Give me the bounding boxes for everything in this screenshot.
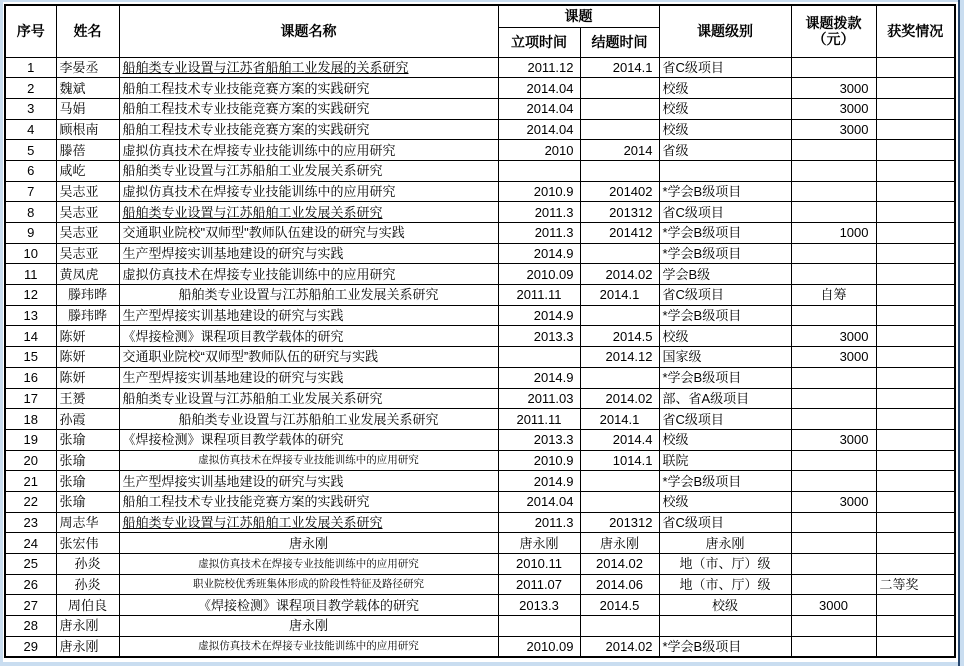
- header-award[interactable]: 获奖情况: [876, 5, 955, 57]
- cell-name[interactable]: 黄凤虎: [56, 264, 119, 285]
- cell-project-title[interactable]: 船舶类专业设置与江苏船舶工业发展关系研究: [119, 409, 498, 430]
- cell-start-date[interactable]: 唐永刚: [498, 533, 580, 554]
- cell-name[interactable]: 周伯良: [56, 595, 119, 616]
- cell-serial[interactable]: 15: [5, 347, 56, 368]
- cell-level[interactable]: *学会B级项目: [659, 636, 791, 657]
- table-row: [5, 616, 955, 637]
- cell-end-date[interactable]: 201402: [580, 181, 659, 202]
- cell-name[interactable]: 魏斌: [56, 78, 119, 99]
- cell-funding[interactable]: [791, 471, 876, 492]
- cell-award[interactable]: [876, 243, 955, 264]
- cell-level[interactable]: 校级: [659, 595, 791, 616]
- cell-start-date[interactable]: 2014.9: [498, 305, 580, 326]
- table-row: [5, 409, 955, 430]
- cell-funding[interactable]: [791, 305, 876, 326]
- cell-project-title[interactable]: 船舶工程技术专业技能竞赛方案的实践研究: [119, 98, 498, 119]
- cell-serial[interactable]: 20: [5, 450, 56, 471]
- cell-name[interactable]: 王赟: [56, 388, 119, 409]
- cell-level[interactable]: 部、省A级项目: [659, 388, 791, 409]
- cell-start-date[interactable]: [498, 347, 580, 368]
- cell-award[interactable]: [876, 160, 955, 181]
- cell-serial[interactable]: 6: [5, 160, 56, 181]
- cell-level[interactable]: 省C级项目: [659, 512, 791, 533]
- cell-name[interactable]: 孙霞: [56, 409, 119, 430]
- cell-award[interactable]: [876, 223, 955, 244]
- cell-start-date[interactable]: 2010: [498, 140, 580, 161]
- cell-serial[interactable]: 13: [5, 305, 56, 326]
- cell-project-title[interactable]: 虚拟仿真技术在焊接专业技能训练中的应用研究: [119, 450, 498, 471]
- cell-award[interactable]: [876, 533, 955, 554]
- cell-funding[interactable]: [791, 181, 876, 202]
- table-row: [5, 491, 955, 512]
- cell-end-date[interactable]: [580, 119, 659, 140]
- cell-award[interactable]: [876, 326, 955, 347]
- cell-serial[interactable]: 26: [5, 574, 56, 595]
- cell-project-title[interactable]: 《焊接检测》课程项目教学载体的研究: [119, 595, 498, 616]
- cell-start-date[interactable]: 2010.9: [498, 450, 580, 471]
- cell-start-date[interactable]: 2011.3: [498, 223, 580, 244]
- cell-serial[interactable]: 21: [5, 471, 56, 492]
- cell-level[interactable]: 省级: [659, 140, 791, 161]
- cell-start-date[interactable]: 2010.09: [498, 636, 580, 657]
- cell-serial[interactable]: 8: [5, 202, 56, 223]
- window-frame-right: [958, 0, 964, 666]
- cell-funding[interactable]: 3000: [791, 595, 876, 616]
- cell-serial[interactable]: 4: [5, 119, 56, 140]
- cell-award[interactable]: [876, 595, 955, 616]
- cell-project-title[interactable]: 船舶类专业设置与江苏省船舶工业发展的关系研究: [119, 57, 498, 78]
- cell-level[interactable]: 省C级项目: [659, 57, 791, 78]
- cell-start-date[interactable]: 2011.07: [498, 574, 580, 595]
- cell-level[interactable]: 省C级项目: [659, 285, 791, 306]
- cell-funding[interactable]: [791, 450, 876, 471]
- cell-serial[interactable]: 25: [5, 554, 56, 575]
- cell-start-date[interactable]: 2011.3: [498, 512, 580, 533]
- cell-name[interactable]: 吴志亚: [56, 223, 119, 244]
- cell-funding[interactable]: 3000: [791, 326, 876, 347]
- cell-funding[interactable]: [791, 140, 876, 161]
- cell-project-title[interactable]: 唐永刚: [119, 533, 498, 554]
- cell-award[interactable]: [876, 471, 955, 492]
- cell-project-title[interactable]: 职业院校优秀班集体形成的阶段性特征及路径研究: [119, 574, 498, 595]
- cell-level[interactable]: 唐永刚: [659, 533, 791, 554]
- cell-serial[interactable]: 28: [5, 616, 56, 637]
- table-row: [5, 285, 955, 306]
- cell-project-title[interactable]: 唐永刚: [119, 616, 498, 637]
- cell-serial[interactable]: 17: [5, 388, 56, 409]
- cell-end-date[interactable]: [580, 243, 659, 264]
- cell-level[interactable]: *学会B级项目: [659, 181, 791, 202]
- cell-end-date[interactable]: 2014.02: [580, 264, 659, 285]
- cell-funding[interactable]: [791, 533, 876, 554]
- table-row: [5, 595, 955, 616]
- cell-funding[interactable]: [791, 388, 876, 409]
- table-row: [5, 57, 955, 78]
- cell-end-date[interactable]: [580, 78, 659, 99]
- cell-name[interactable]: 滕玮晔: [56, 285, 119, 306]
- table-row: [5, 554, 955, 575]
- cell-project-title[interactable]: 船舶类专业设置与江苏船舶工业发展关系研究: [119, 285, 498, 306]
- cell-level[interactable]: *学会B级项目: [659, 367, 791, 388]
- cell-name[interactable]: 唐永刚: [56, 636, 119, 657]
- cell-end-date[interactable]: 201312: [580, 512, 659, 533]
- cell-start-date[interactable]: 2014.04: [498, 98, 580, 119]
- cell-level[interactable]: *学会B级项目: [659, 223, 791, 244]
- cell-start-date[interactable]: 2013.3: [498, 595, 580, 616]
- cell-funding[interactable]: [791, 636, 876, 657]
- cell-award[interactable]: [876, 181, 955, 202]
- cell-serial[interactable]: 7: [5, 181, 56, 202]
- cell-name[interactable]: 滕蓓: [56, 140, 119, 161]
- cell-level[interactable]: 地（市、厅）级: [659, 554, 791, 575]
- table-row: [5, 347, 955, 368]
- cell-funding[interactable]: [791, 574, 876, 595]
- cell-project-title[interactable]: 船舶类专业设置与江苏船舶工业发展关系研究: [119, 202, 498, 223]
- cell-funding[interactable]: 3000: [791, 491, 876, 512]
- cell-project-title[interactable]: 虚拟仿真技术在焊接专业技能训练中的应用研究: [119, 636, 498, 657]
- header-project-title[interactable]: 课题名称: [119, 5, 498, 57]
- header-level[interactable]: 课题级别: [659, 5, 791, 57]
- cell-level[interactable]: [659, 160, 791, 181]
- cell-level[interactable]: 校级: [659, 78, 791, 99]
- window-frame-top: [0, 0, 964, 2]
- cell-end-date[interactable]: [580, 471, 659, 492]
- cell-level[interactable]: 学会B级: [659, 264, 791, 285]
- cell-award[interactable]: [876, 636, 955, 657]
- table-row: [5, 636, 955, 657]
- cell-award[interactable]: [876, 264, 955, 285]
- cell-level[interactable]: 省C级项目: [659, 202, 791, 223]
- cell-serial[interactable]: 24: [5, 533, 56, 554]
- cell-serial[interactable]: 9: [5, 223, 56, 244]
- header-funding-line1: 课题拨款: [805, 15, 862, 32]
- cell-funding[interactable]: [791, 554, 876, 575]
- cell-funding[interactable]: 3000: [791, 98, 876, 119]
- cell-level[interactable]: 校级: [659, 326, 791, 347]
- cell-level[interactable]: 校级: [659, 119, 791, 140]
- table-header: [5, 5, 955, 57]
- table-row: [5, 305, 955, 326]
- cell-funding[interactable]: [791, 512, 876, 533]
- cell-serial[interactable]: 11: [5, 264, 56, 285]
- cell-name[interactable]: 周志华: [56, 512, 119, 533]
- cell-serial[interactable]: 10: [5, 243, 56, 264]
- cell-award[interactable]: [876, 78, 955, 99]
- cell-funding[interactable]: 1000: [791, 223, 876, 244]
- cell-start-date[interactable]: 2010.11: [498, 554, 580, 575]
- cell-start-date[interactable]: [498, 616, 580, 637]
- cell-end-date[interactable]: [580, 98, 659, 119]
- cell-project-title[interactable]: 生产型焊接实训基地建设的研究与实践: [119, 305, 498, 326]
- cell-funding[interactable]: [791, 202, 876, 223]
- cell-award[interactable]: [876, 347, 955, 368]
- cell-name[interactable]: 张瑜: [56, 450, 119, 471]
- table-row: [5, 119, 955, 140]
- table-row: [5, 388, 955, 409]
- cell-end-date[interactable]: 2014.1: [580, 57, 659, 78]
- window-frame-left: [0, 0, 3, 666]
- cell-level[interactable]: 校级: [659, 491, 791, 512]
- cell-end-date[interactable]: 201312: [580, 202, 659, 223]
- cell-start-date[interactable]: 2011.11: [498, 409, 580, 430]
- cell-name[interactable]: 吴志亚: [56, 243, 119, 264]
- cell-project-title[interactable]: 船舶工程技术专业技能竞赛方案的实践研究: [119, 78, 498, 99]
- cell-end-date[interactable]: [580, 491, 659, 512]
- cell-start-date[interactable]: [498, 160, 580, 181]
- table-row: [5, 450, 955, 471]
- window-frame-bottom: [0, 662, 964, 666]
- cell-level[interactable]: *学会B级项目: [659, 305, 791, 326]
- cell-serial[interactable]: 5: [5, 140, 56, 161]
- cell-start-date[interactable]: 2014.04: [498, 78, 580, 99]
- cell-serial[interactable]: 29: [5, 636, 56, 657]
- cell-funding[interactable]: [791, 57, 876, 78]
- cell-start-date[interactable]: 2011.12: [498, 57, 580, 78]
- cell-end-date[interactable]: [580, 160, 659, 181]
- cell-level[interactable]: 国家级: [659, 347, 791, 368]
- cell-serial[interactable]: 2: [5, 78, 56, 99]
- cell-name[interactable]: 马娟: [56, 98, 119, 119]
- cell-name[interactable]: 张宏伟: [56, 533, 119, 554]
- cell-award[interactable]: [876, 98, 955, 119]
- cell-end-date[interactable]: 2014.02: [580, 554, 659, 575]
- cell-name[interactable]: 陈妍: [56, 347, 119, 368]
- header-serial[interactable]: 序号: [5, 5, 56, 57]
- cell-name[interactable]: 唐永刚: [56, 616, 119, 637]
- table-row: [5, 512, 955, 533]
- cell-end-date[interactable]: [580, 367, 659, 388]
- table-row: [5, 181, 955, 202]
- cell-name[interactable]: 陈妍: [56, 367, 119, 388]
- cell-start-date[interactable]: 2014.04: [498, 119, 580, 140]
- cell-award[interactable]: [876, 429, 955, 450]
- cell-level[interactable]: [659, 616, 791, 637]
- cell-project-title[interactable]: 船舶类专业设置与江苏船舶工业发展关系研究: [119, 512, 498, 533]
- table-row: [5, 533, 955, 554]
- table-row: [5, 326, 955, 347]
- cell-level[interactable]: 联院: [659, 450, 791, 471]
- cell-serial[interactable]: 19: [5, 429, 56, 450]
- cell-start-date[interactable]: 2010.09: [498, 264, 580, 285]
- cell-end-date[interactable]: 2014.1: [580, 285, 659, 306]
- cell-award[interactable]: [876, 512, 955, 533]
- table-row: [5, 264, 955, 285]
- cell-end-date[interactable]: [580, 305, 659, 326]
- header-end-date[interactable]: 结题时间: [580, 27, 659, 57]
- cell-name[interactable]: 张瑜: [56, 491, 119, 512]
- cell-serial[interactable]: 16: [5, 367, 56, 388]
- cell-serial[interactable]: 14: [5, 326, 56, 347]
- cell-end-date[interactable]: 2014.06: [580, 574, 659, 595]
- cell-end-date[interactable]: 2014.4: [580, 429, 659, 450]
- cell-end-date[interactable]: 2014.1: [580, 409, 659, 430]
- cell-serial[interactable]: 27: [5, 595, 56, 616]
- cell-level[interactable]: *学会B级项目: [659, 243, 791, 264]
- table-row: [5, 140, 955, 161]
- cell-name[interactable]: 顾根南: [56, 119, 119, 140]
- cell-award[interactable]: [876, 491, 955, 512]
- cell-funding[interactable]: [791, 409, 876, 430]
- cell-funding[interactable]: 3000: [791, 429, 876, 450]
- cell-award[interactable]: [876, 119, 955, 140]
- cell-funding[interactable]: 自筹: [791, 285, 876, 306]
- cell-start-date[interactable]: 2014.9: [498, 367, 580, 388]
- cell-name[interactable]: 孙炎: [56, 554, 119, 575]
- cell-start-date[interactable]: 2011.11: [498, 285, 580, 306]
- header-topic-group[interactable]: 课题: [498, 5, 659, 27]
- cell-funding[interactable]: [791, 367, 876, 388]
- cell-name[interactable]: 张瑜: [56, 471, 119, 492]
- cell-project-title[interactable]: 生产型焊接实训基地建设的研究与实践: [119, 471, 498, 492]
- cell-award[interactable]: [876, 367, 955, 388]
- table-row: [5, 160, 955, 181]
- table-row: [5, 243, 955, 264]
- cell-end-date[interactable]: 2014.5: [580, 326, 659, 347]
- cell-project-title[interactable]: 交通职业院校“双师型”教师队伍的研究与实践: [119, 347, 498, 368]
- cell-name[interactable]: 陈妍: [56, 326, 119, 347]
- cell-name[interactable]: 张瑜: [56, 429, 119, 450]
- header-start-date[interactable]: 立项时间: [498, 27, 580, 57]
- cell-serial[interactable]: 3: [5, 98, 56, 119]
- cell-project-title[interactable]: 虚拟仿真技术在焊接专业技能训练中的应用研究: [119, 264, 498, 285]
- cell-name[interactable]: 吴志亚: [56, 202, 119, 223]
- table-row: [5, 367, 955, 388]
- cell-name[interactable]: 孙炎: [56, 574, 119, 595]
- table-row: [5, 471, 955, 492]
- cell-level[interactable]: *学会B级项目: [659, 471, 791, 492]
- cell-end-date[interactable]: 2014.5: [580, 595, 659, 616]
- table-row: [5, 202, 955, 223]
- cell-funding[interactable]: 3000: [791, 78, 876, 99]
- cell-end-date[interactable]: [580, 616, 659, 637]
- cell-project-title[interactable]: 船舶工程技术专业技能竞赛方案的实践研究: [119, 119, 498, 140]
- cell-name[interactable]: 滕玮晔: [56, 305, 119, 326]
- cell-end-date[interactable]: 2014.02: [580, 388, 659, 409]
- cell-project-title[interactable]: 生产型焊接实训基地建设的研究与实践: [119, 367, 498, 388]
- cell-award[interactable]: [876, 305, 955, 326]
- cell-funding[interactable]: [791, 243, 876, 264]
- cell-level[interactable]: 省C级项目: [659, 409, 791, 430]
- cell-start-date[interactable]: 2014.9: [498, 243, 580, 264]
- cell-project-title[interactable]: 《焊接检测》课程项目教学载体的研究: [119, 326, 498, 347]
- cell-funding[interactable]: 3000: [791, 119, 876, 140]
- cell-project-title[interactable]: 生产型焊接实训基地建设的研究与实践: [119, 243, 498, 264]
- cell-level[interactable]: 校级: [659, 98, 791, 119]
- table-row: [5, 574, 955, 595]
- cell-award[interactable]: [876, 616, 955, 637]
- cell-project-title[interactable]: 虚拟仿真技术在焊接专业技能训练中的应用研究: [119, 554, 498, 575]
- cell-start-date[interactable]: 2011.3: [498, 202, 580, 223]
- cell-serial[interactable]: 22: [5, 491, 56, 512]
- cell-end-date[interactable]: 2014: [580, 140, 659, 161]
- cell-start-date[interactable]: 2014.04: [498, 491, 580, 512]
- cell-level[interactable]: 校级: [659, 429, 791, 450]
- cell-name[interactable]: 咸屹: [56, 160, 119, 181]
- cell-award[interactable]: [876, 140, 955, 161]
- cell-project-title[interactable]: 虚拟仿真技术在焊接专业技能训练中的应用研究: [119, 181, 498, 202]
- cell-project-title[interactable]: 虚拟仿真技术在焊接专业技能训练中的应用研究: [119, 140, 498, 161]
- cell-name[interactable]: 吴志亚: [56, 181, 119, 202]
- cell-end-date[interactable]: 唐永刚: [580, 533, 659, 554]
- header-name[interactable]: 姓名: [56, 5, 119, 57]
- cell-award[interactable]: [876, 450, 955, 471]
- cell-serial[interactable]: 12: [5, 285, 56, 306]
- header-funding-line2: （元）: [812, 31, 855, 48]
- cell-award[interactable]: [876, 554, 955, 575]
- cell-start-date[interactable]: 2014.9: [498, 471, 580, 492]
- cell-award[interactable]: [876, 409, 955, 430]
- cell-start-date[interactable]: 2010.9: [498, 181, 580, 202]
- cell-end-date[interactable]: 201412: [580, 223, 659, 244]
- cell-funding[interactable]: 3000: [791, 347, 876, 368]
- table-row: [5, 78, 955, 99]
- header-funding[interactable]: [791, 5, 876, 57]
- cell-project-title[interactable]: 《焊接检测》课程项目教学载体的研究: [119, 429, 498, 450]
- cell-end-date[interactable]: 2014.12: [580, 347, 659, 368]
- cell-level[interactable]: 地（市、厅）级: [659, 574, 791, 595]
- cell-award[interactable]: 二等奖: [876, 574, 955, 595]
- cell-end-date[interactable]: 2014.02: [580, 636, 659, 657]
- cell-serial[interactable]: 1: [5, 57, 56, 78]
- table-row: [5, 98, 955, 119]
- cell-end-date[interactable]: 1014.1: [580, 450, 659, 471]
- cell-funding[interactable]: [791, 616, 876, 637]
- cell-project-title[interactable]: 交通职业院校"双师型"教师队伍建设的研究与实践: [119, 223, 498, 244]
- cell-award[interactable]: [876, 285, 955, 306]
- table-row: [5, 429, 955, 450]
- cell-serial[interactable]: 23: [5, 512, 56, 533]
- research-projects-table: [4, 4, 956, 658]
- cell-start-date[interactable]: 2011.03: [498, 388, 580, 409]
- cell-funding[interactable]: [791, 160, 876, 181]
- cell-funding[interactable]: [791, 264, 876, 285]
- cell-award[interactable]: [876, 57, 955, 78]
- cell-name[interactable]: 李晏丞: [56, 57, 119, 78]
- table-row: [5, 223, 955, 244]
- cell-start-date[interactable]: 2013.3: [498, 326, 580, 347]
- cell-award[interactable]: [876, 388, 955, 409]
- cell-award[interactable]: [876, 202, 955, 223]
- cell-start-date[interactable]: 2013.3: [498, 429, 580, 450]
- cell-project-title[interactable]: 船舶类专业设置与江苏船舶工业发展关系研究: [119, 160, 498, 181]
- cell-serial[interactable]: 18: [5, 409, 56, 430]
- cell-project-title[interactable]: 船舶类专业设置与江苏船舶工业发展关系研究: [119, 388, 498, 409]
- table-body: [5, 57, 955, 657]
- cell-project-title[interactable]: 船舶工程技术专业技能竞赛方案的实践研究: [119, 491, 498, 512]
